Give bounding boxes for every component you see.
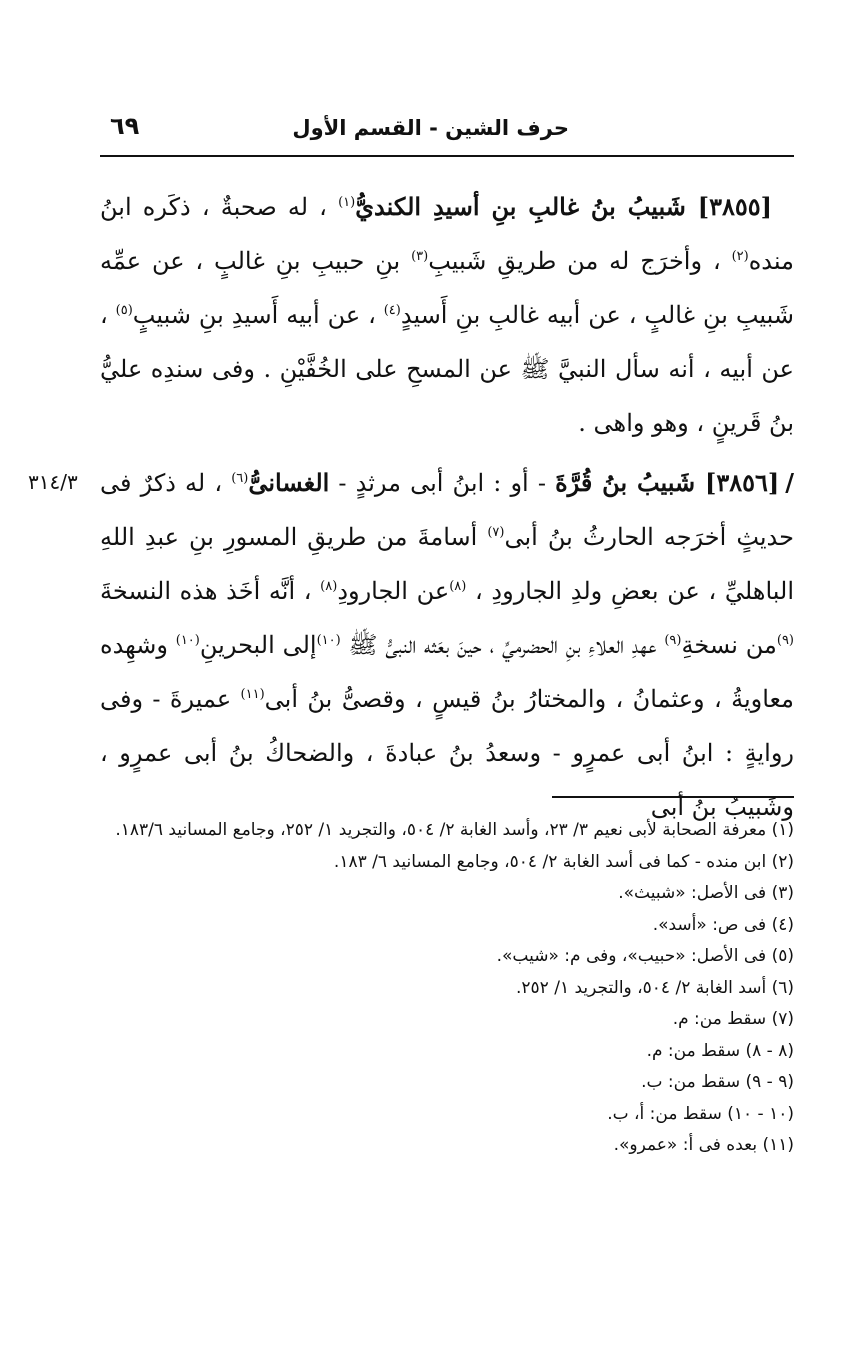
footnote-11: (١١) بعده فى أ: «عمرو».: [613, 1135, 794, 1155]
footnote-ref: (١١): [240, 687, 265, 702]
entry-text: ، له ذكرٌ فى حديثٍ أخرَجه الحارثُ بنُ أبى: [100, 469, 794, 551]
footnote-8: (٨ - ٨) سقط من: م.: [646, 1040, 794, 1061]
footnote-10: (١٠ - ١٠) سقط من: أ، ب.: [607, 1103, 794, 1124]
footnote-ref: (٤): [383, 303, 401, 318]
chapter-title: حرف الشين - القسم الأول: [292, 116, 569, 140]
folio-marker: /: [785, 468, 795, 497]
footnote-7: (٧) سقط من: م.: [672, 1009, 794, 1029]
footnote-ref: (٢): [731, 249, 749, 264]
page-number: ٦٩: [110, 112, 140, 140]
running-header: [100, 112, 794, 152]
footnote-ref: (٩): [776, 633, 794, 648]
footnote-9: (٩ - ٩) سقط من: ب.: [641, 1072, 794, 1092]
footnote-ref: (١٠): [316, 633, 341, 648]
footnote-1: (١) معرفة الصحابة لأبى نعيم ٣/ ٢٣، وأسد الغابة ٢/ ٥٠٤، والتجريد ١/ ٢٥٢، وجامع المسانيد ١٨٣/٦.: [115, 820, 794, 840]
footnote-ref: (١): [338, 195, 356, 210]
entry-text: ، عن أبيه أَسيدِ بنِ شبيبٍ: [132, 301, 384, 329]
entry-text: عن الجارودِ: [337, 577, 450, 605]
entry-text: عميرةَ - وفى روايةٍ : ابنُ أبى عمرٍو - وسعدُ بنُ عبادةَ ، والضحاكُ بنُ أبى عمرٍو ، وشَبيبُ بنُ أبى: [100, 685, 794, 821]
entry-text: ، عن أبيه ، أنه سأل النبيَّ ﷺ عن المسحِ على الخُفَّيْنِ . وفى سندِه عليُّ بنُ قَرينٍ ، وهو واهى .: [100, 301, 794, 437]
entry-text: إلى البحرينِ: [199, 631, 317, 659]
entry-text: من نسخةِ: [681, 631, 777, 659]
margin-reference: ٣١٤/٣: [28, 470, 78, 494]
entry-text: بنِ حبيبِ بنِ غالبٍ ، عن عمِّه شَبيبِ بنِ غالبٍ ، عن أبيه غالبِ بنِ أَسيدٍ: [100, 247, 795, 329]
footnote-ref: (٧): [487, 525, 505, 540]
footnote-5: (٥) فى الأصل: «حبيب»، وفى م: «شيب».: [496, 946, 794, 966]
footnote-3: (٣) فى الأصل: «شبيث».: [618, 883, 794, 903]
footnote-ref: (٨): [320, 579, 338, 594]
footnote-2: (٢) ابن منده - كما فى أسد الغابة ٢/ ٥٠٤، وجامع المسانيد ٦/ ١٨٣.: [333, 851, 794, 872]
entry-text: عهدِ العلاءِ بنِ الحضرميِّ ، حينَ بعَثه النبىُّ ﷺ: [340, 631, 665, 659]
footnote-4: (٤) فى ص: «أسد».: [652, 914, 794, 935]
footnote-ref: (٣): [411, 249, 429, 264]
footnote-ref: (٨): [449, 579, 467, 594]
entry-heading-nisba: الغسانىُّ: [248, 468, 330, 497]
entry-heading: [٣٨٥٦] شَبيبُ بنُ قُرَّةَ: [555, 468, 780, 497]
main-text: [100, 180, 794, 834]
footnote-rule: [552, 796, 794, 798]
entry-text: ، له صحبةٌ ، ذكَره ابنُ منده: [100, 193, 794, 275]
entry-3855: [100, 180, 794, 450]
footnote-6: (٦) أسد الغابة ٢/ ٥٠٤، والتجريد ١/ ٢٥٢.: [516, 977, 794, 998]
footnote-ref: (٦): [231, 471, 249, 486]
entry-text: - أو : ابنُ أبى مرثدٍ -: [329, 469, 556, 497]
entry-heading: [٣٨٥٥] شَبيبُ بنُ غالبِ بنِ أسيدِ الكنديُّ: [355, 192, 772, 221]
entry-3856: [100, 456, 794, 834]
footnote-ref: (٩): [664, 633, 682, 648]
footnote-ref: (٥): [115, 303, 133, 318]
entry-text: ، وأخرَج له من طريقِ شَبيبِ: [428, 247, 732, 275]
entry-text: ، أنَّه أخَذ هذه النسخةَ: [100, 577, 321, 605]
header-rule: [100, 155, 794, 157]
footnote-ref: (١٠): [175, 633, 200, 648]
entry-text: أسامةَ من طريقِ المسورِ بنِ عبدِ اللهِ الباهليِّ ، عن بعضِ ولدِ الجارودِ ،: [100, 523, 794, 605]
footnotes: [100, 815, 794, 1162]
entry-text: وشهِده معاويةُ ، وعثمانُ ، والمختارُ بنُ قيسٍ ، وقصىُّ بنُ أبى: [100, 631, 794, 713]
